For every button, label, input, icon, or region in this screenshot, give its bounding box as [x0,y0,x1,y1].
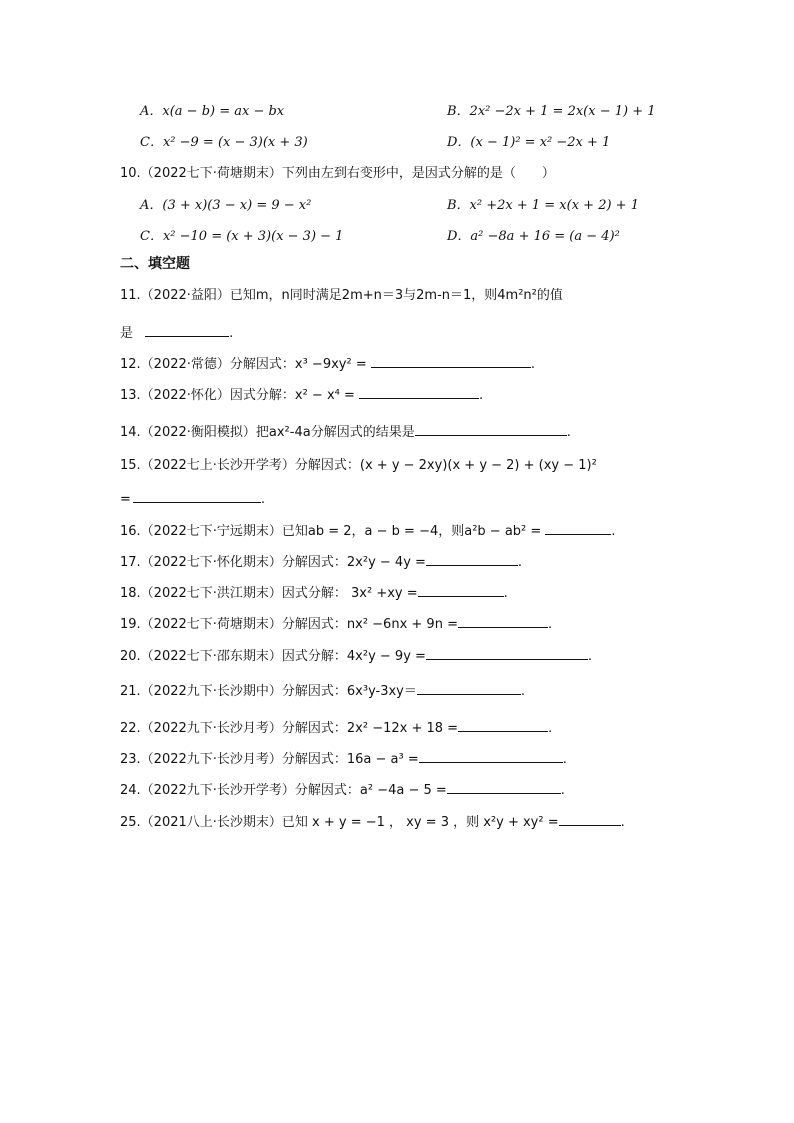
q20-end-dot: . [587,649,593,664]
q13-line [120,384,483,405]
q16-text: 16.（2022七下·宁远期末）已知ab = 2，a − b = −4，则a²b − ab² = [120,524,542,539]
q13-text: 13.（2022·怀化）因式分解：x² − x⁴ = [120,388,355,403]
q19-end-dot: . [547,617,553,632]
q21-end-dot: . [520,684,526,699]
q16-end-dot: . [611,524,616,539]
q15-stem: 15.（2022七上·长沙开学考）分解因式：(x + y − 2xy)(x + y − 2) + (xy − 1)² [120,458,597,473]
q12-end-dot: . [530,357,535,372]
q11-answer-blank[interactable] [145,322,229,337]
q24-end-dot: . [560,783,565,798]
q23-line [120,748,567,769]
q20-answer-blank[interactable] [426,645,588,660]
q18-answer-blank[interactable] [418,582,504,597]
q25-answer-blank[interactable] [559,811,621,826]
q20-line [120,645,592,666]
q16-answer-blank[interactable] [545,520,611,535]
q24-line [120,779,565,800]
q19-line [120,613,552,634]
q22-answer-blank[interactable] [458,717,548,732]
q22-end-dot: . [548,721,553,736]
q25-end-dot: . [620,815,625,830]
q24-answer-blank[interactable] [447,779,561,794]
q17-text: 17.（2022七下·怀化期末）分解因式：2x²y − 4y = [120,555,426,570]
q10-stem: 10.（2022七下·荷塘期末）下列由左到右变形中，是因式分解的是（ ） [120,166,555,181]
q12-answer-blank[interactable] [371,353,531,368]
q21-answer-blank[interactable] [417,680,521,695]
section-heading-fill-in: 二、填空题 [120,256,190,272]
q24-text: 24.（2022九下·长沙开学考）分解因式：a² −4a − 5 = [120,783,447,798]
q13-end-dot: . [479,388,484,403]
q11-stem: 11.（2022·益阳）已知m，n同时满足2m+n＝3与2m-n＝1，则4m²n²的值 [120,288,563,303]
q19-text: 19.（2022七下·荷塘期末）分解因式：nx² −6nx + 9n = [120,617,458,632]
q11-continuation [120,322,233,343]
q22-text: 22.（2022九下·长沙月考）分解因式：2x² −12x + 18 = [120,721,459,736]
q25-text: 25.（2021八上·长沙期末）已知 x + y = −1 ， xy = 3 ，则 x²y + xy² = [120,815,559,830]
q25-line [120,811,625,832]
q14-line [120,421,571,442]
q10-option-b: B．x² +2x + 1 = x(x + 2) + 1 [447,198,639,213]
q21-text: 21.（2022九下·长沙期中）分解因式：6x³y-3xy＝ [120,684,417,699]
q17-end-dot: . [517,555,523,570]
q18-line [120,582,508,603]
q12-text: 12.（2022·常德）分解因式：x³ −9xy² = [120,357,367,372]
q21-line [120,680,525,701]
q15-answer-blank[interactable] [133,488,261,503]
q15-equals: = [120,492,131,507]
q18-text: 18.（2022七下·洪江期末）因式分解： 3x² +xy = [120,586,418,601]
q14-text: 14.（2022·衡阳模拟）把ax²-4a分解因式的结果是 [120,425,415,440]
q9-option-b: B．2x² −2x + 1 = 2x(x − 1) + 1 [447,104,656,119]
q10-option-a: A．(3 + x)(3 − x) = 9 − x² [140,198,312,213]
q14-answer-blank[interactable] [415,421,567,436]
q18-end-dot: . [503,586,508,601]
q9-option-a: A．x(a − b) = ax − bx [140,104,285,119]
q16-line [120,520,616,541]
q11-end-dot: . [229,326,234,341]
q15-end-dot: . [260,492,266,507]
q15-continuation [120,488,265,509]
q13-answer-blank[interactable] [359,384,479,399]
q12-line [120,353,535,374]
q10-option-d: D．a² −8a + 16 = (a − 4)² [447,229,620,244]
q17-line [120,551,522,572]
q9-option-c: C．x² −9 = (x − 3)(x + 3) [140,135,308,150]
q23-text: 23.（2022九下·长沙月考）分解因式：16a − a³ = [120,752,419,767]
q19-answer-blank[interactable] [458,613,548,628]
q20-text: 20.（2022七下·邵东期末）因式分解：4x²y − 9y = [120,649,426,664]
q17-answer-blank[interactable] [426,551,518,566]
q22-line [120,717,552,738]
q10-option-c: C．x² −10 = (x + 3)(x − 3) − 1 [140,229,344,244]
q23-end-dot: . [562,752,567,767]
q14-end-dot: . [566,425,571,440]
q11-lead: 是 [120,326,134,341]
q9-option-d: D．(x − 1)² = x² −2x + 1 [447,135,611,150]
q23-answer-blank[interactable] [419,748,563,763]
